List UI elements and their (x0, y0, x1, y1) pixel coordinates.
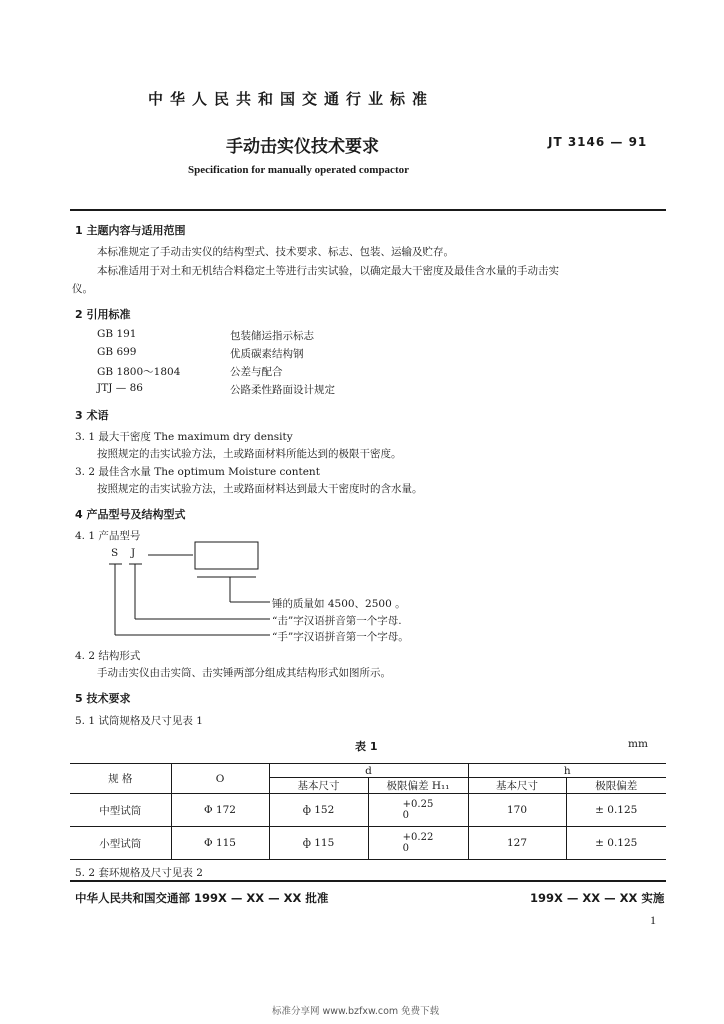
section-5-heading: 5 技术要求 (75, 692, 131, 705)
label-ji-letter: “击”字汉语拼音第一个字母. (272, 615, 402, 627)
term-1-heading: 3. 1 最大干密度 The maximum dry density (75, 431, 293, 443)
header-o: O (171, 764, 269, 794)
header-d: d (269, 764, 468, 778)
label-hammer-mass: 锤的质量如 4500、2500 。 (272, 598, 406, 610)
term-2-definition: 按照规定的击实试验方法，土或路面材料达到最大干密度时的含水量。 (97, 483, 423, 495)
row-d-basic: ф 152 (269, 794, 368, 827)
subsection-4-2-text: 手动击实仪由击实筒、击实锤两部分组成其结构形式如图所示。 (97, 667, 391, 679)
header-h: h (468, 764, 666, 778)
ref-name: 公差与配合 (230, 366, 283, 378)
ref-name: 公路柔性路面设计规定 (230, 384, 335, 396)
section-1-para-1: 本标准规定了手动击实仪的结构型式、技术要求、标志、包装、运输及贮存。 (97, 246, 454, 258)
row-d-tolerance (368, 827, 468, 860)
subsection-5-2-heading: 5. 2 套环规格及尺寸见表 2 (75, 867, 203, 879)
model-letter-s: S (111, 547, 119, 559)
table-caption: 表 1 (355, 740, 378, 753)
header-d-tolerance: 极限偏差 H₁₁ (368, 778, 468, 794)
subsection-4-1-heading: 4. 1 产品型号 (75, 530, 141, 542)
label-shou-letter: “手”字汉语拼音第一个字母。 (272, 631, 409, 643)
row-d-basic: ф 115 (269, 827, 368, 860)
header-spec: 规 格 (70, 764, 171, 794)
table-1 (70, 763, 666, 860)
tolerance-lower: 0 (402, 810, 410, 821)
tolerance-upper: +0.25 (402, 799, 434, 810)
subsection-5-1-heading: 5. 1 试筒规格及尺寸见表 1 (75, 715, 203, 727)
standard-org-title: 中华人民共和国交通行业标准 (148, 90, 435, 108)
row-spec: 中型试筒 (70, 794, 171, 827)
watermark: 标准分享网 www.bzfxw.com 免费下载 (272, 1006, 440, 1017)
header-divider (70, 209, 666, 211)
term-1-definition: 按照规定的击实试验方法，土或路面材料所能达到的极限干密度。 (97, 448, 402, 460)
implementation-statement: 199X — XX — XX 实施 (530, 891, 665, 905)
section-2-heading: 2 引用标准 (75, 308, 131, 321)
ref-code: GB 699 (97, 346, 137, 358)
section-1-para-2: 本标准适用于对土和无机结合料稳定土等进行击实试验，以确定最大干密度及最佳含水量的手动击实 (97, 265, 559, 277)
ref-code: GB 1800～1804 (97, 366, 181, 378)
term-2-heading: 3. 2 最佳含水量 The optimum Moisture content (75, 466, 320, 478)
subsection-4-2-heading: 4. 2 结构形式 (75, 650, 141, 662)
row-o: Φ 115 (171, 827, 269, 860)
ref-code: JTJ — 86 (97, 382, 143, 394)
ref-code: GB 191 (97, 328, 137, 340)
header-d-basic: 基本尺寸 (269, 778, 368, 794)
row-h-tolerance: ± 0.125 (566, 827, 666, 860)
row-o: Φ 172 (171, 794, 269, 827)
standard-code: JT 3146 — 91 (548, 135, 648, 149)
footer-divider (70, 880, 666, 882)
row-h-basic: 127 (468, 827, 566, 860)
approval-statement: 中华人民共和国交通部 199X — XX — XX 批准 (75, 891, 329, 905)
section-3-heading: 3 术语 (75, 409, 109, 422)
english-subtitle: Specification for manually operated compactor (188, 164, 409, 176)
header-h-tolerance: 极限偏差 (566, 778, 666, 794)
page-number: 1 (650, 913, 656, 927)
row-h-tolerance: ± 0.125 (566, 794, 666, 827)
table-row (70, 794, 666, 827)
row-d-tolerance (368, 794, 468, 827)
table-header-row (70, 764, 666, 778)
document-title: 手动击实仪技术要求 (226, 137, 379, 157)
row-h-basic: 170 (468, 794, 566, 827)
tolerance-upper: +0.22 (402, 832, 434, 843)
header-h-basic: 基本尺寸 (468, 778, 566, 794)
section-4-heading: 4 产品型号及结构型式 (75, 508, 186, 521)
table-unit: mm (628, 738, 648, 750)
model-letter-j: J (131, 547, 136, 559)
section-1-para-2-cont: 仪。 (72, 283, 93, 295)
row-spec: 小型试筒 (70, 827, 171, 860)
table-row (70, 827, 666, 860)
tolerance-lower: 0 (402, 843, 410, 854)
ref-name: 包装储运指示标志 (230, 330, 314, 342)
section-1-heading: 1 主题内容与适用范围 (75, 224, 186, 237)
ref-name: 优质碳素结构钢 (230, 348, 304, 360)
model-mass-box (195, 542, 258, 569)
